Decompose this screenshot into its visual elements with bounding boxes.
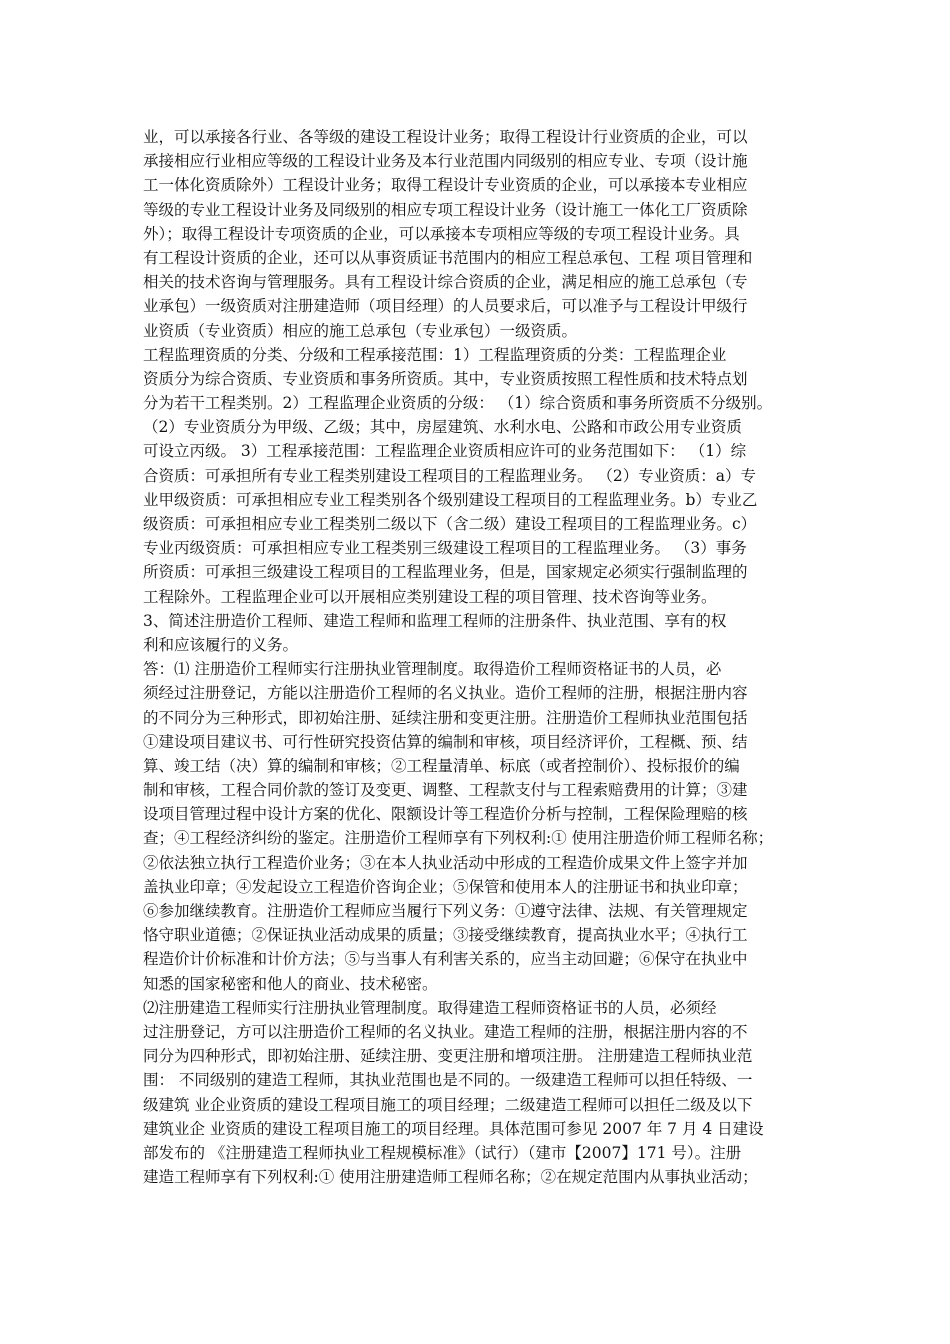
text-line: 盖执业印章；④发起设立工程造价咨询企业；⑤保管和使用本人的注册证书和执业印章； [143,877,748,896]
text-line: 算、竣工结（决）算的编制和审核；②工程量清单、标底（或者控制价）、投标报价的编 [143,756,740,775]
text-line: 级资质：可承担相应专业工程类别二级以下（含二级）建设工程项目的工程监理业务。c） [143,515,757,533]
text-line: 所资质：可承担三级建设工程项目的工程监理业务，但是，国家规定必须实行强制监理的 [143,563,748,582]
text-line: 有工程设计资质的企业，还可以从事资质证书范围内的相应工程总承包、工程 项目管理和 [143,248,753,267]
text-line: 的不同分为三种形式，即初始注册、延续注册和变更注册。注册造价工程师执业范围包括 [143,708,748,727]
text-line: 业，可以承接各行业、各等级的建设工程设计业务；取得工程设计行业资质的企业，可以 [143,128,748,146]
text-line: 工程监理资质的分类、分级和工程承接范围：1）工程监理资质的分类：工程监理企业 [143,345,727,364]
text-line: 资质分为综合资质、专业资质和事务所资质。其中，专业资质按照工程性质和技术特点划 [143,369,748,388]
text-line: 知悉的国家秘密和他人的商业、技术秘密。 [143,974,438,993]
text-line: 业承包）一级资质对注册建造师（项目经理）的人员要求后，可以准予与工程设计甲级行 [143,297,748,316]
text-line: 利和应该履行的义务。 [143,635,299,654]
text-line: 3、简述注册造价工程师、建造工程师和监理工程师的注册条件、执业范围、享有的权 [143,611,727,630]
text-line: 过注册登记，方可以注册造价工程师的名义执业。建造工程师的注册，根据注册内容的不 [143,1022,748,1041]
text-line: 围： 不同级别的建造工程师，其执业范围也是不同的。一级建造工程师可以担任特级、一 [143,1071,753,1090]
text-line: 须经过注册登记，方能以注册造价工程师的名义执业。造价工程师的注册，根据注册内容 [143,684,748,703]
text-line: 专业丙级资质：可承担相应专业工程类别三级建设工程项目的工程监理业务。 （3）事务 [143,539,747,558]
text-line: 等级的专业工程设计业务及同级别的相应专项工程设计业务（设计施工一体化工厂资质除 [143,200,748,219]
text-line: 制和审核，工程合同价款的签订及变更、调整、工程款支付与工程索赔费用的计算；③建 [143,781,748,800]
text-line: 答：⑴ 注册造价工程师实行注册执业管理制度。取得造价工程师资格证书的人员，必 [143,660,722,679]
text-line: 外）；取得工程设计专项资质的企业，可以承接本专项相应等级的专项工程设计业务。具 [143,224,740,243]
text-line: 程造价计价标准和计价方法；⑤与当事人有利害关系的，应当主动回避；⑥保守在执业中 [143,950,748,969]
text-line: 建筑业企 业资质的建设工程项目施工的项目经理。具体范围可参见 2007 年 7 月 4 日建设 [143,1119,764,1138]
text-line: 部发布的 《注册建造工程师执业工程规模标准》（试行）（建市【2007】171 号）。注册 [143,1143,742,1162]
body-text [143,125,819,1189]
text-line: 级建筑 业企业资质的建设工程项目施工的项目经理；二级建造工程师可以担任二级及以下 [143,1095,753,1114]
text-line: 设项目管理过程中设计方案的优化、限额设计等工程造价分析与控制，工程保险理赔的核 [143,805,748,824]
text-line: 业甲级资质：可承担相应专业工程类别各个级别建设工程项目的工程监理业务。b）专业乙 [143,490,758,509]
text-line: 工一体化资质除外）工程设计业务；取得工程设计专业资质的企业，可以承接本专业相应 [143,176,748,195]
text-line: 查；④工程经济纠纷的鉴定。注册造价工程师享有下列权利:① 使用注册造价师工程师名称； [143,829,774,848]
text-line: 工程除外。工程监理企业可以开展相应类别建设工程的项目管理、技术咨询等业务。 [143,587,717,606]
text-line: 业资质（专业资质）相应的施工总承包（专业承包）一级资质。 [143,321,578,340]
text-line: ②依法独立执行工程造价业务；③在本人执业活动中形成的工程造价成果文件上签字并加 [143,853,748,872]
text-line: 可设立丙级。 3）工程承接范围：工程监理企业资质相应许可的业务范围如下： （1）综 [143,442,747,461]
text-line: 合资质：可承担所有专业工程类别建设工程项目的工程监理业务。 （2）专业资质：a）专 [143,466,757,485]
text-line: ⑥参加继续教育。注册造价工程师应当履行下列义务：①遵守法律、法规、有关管理规定 [143,902,748,920]
text-line: 同分为四种形式，即初始注册、延续注册、变更注册和增项注册。 注册建造工程师执业范 [143,1047,753,1066]
text-line: 恪守职业道德；②保证执业活动成果的质量；③接受继续教育，提高执业水平；④执行工 [143,926,748,945]
text-line: ⑵注册建造工程师实行注册执业管理制度。取得建造工程师资格证书的人员，必须经 [143,998,717,1017]
text-line: 分为若干工程类别。2）工程监理企业资质的分级： （1）综合资质和事务所资质不分级别。 [143,394,773,413]
text-line: （2）专业资质分为甲级、乙级；其中，房屋建筑、水利水电、公路和市政公用专业资质 [143,418,742,437]
text-line: 相关的技术咨询与管理服务。具有工程设计综合资质的企业，满足相应的施工总承包（专 [143,273,748,292]
text-line: ①建设项目建议书、可行性研究投资估算的编制和审核，项目经济评价，工程概、预、结 [143,732,748,751]
text-line: 建造工程师享有下列权利:① 使用注册建造师工程师名称；②在规定范围内从事执业活动； [143,1168,758,1187]
text-line: 承接相应行业相应等级的工程设计业务及本行业范围内同级别的相应专业、专项（设计施 [143,152,748,171]
